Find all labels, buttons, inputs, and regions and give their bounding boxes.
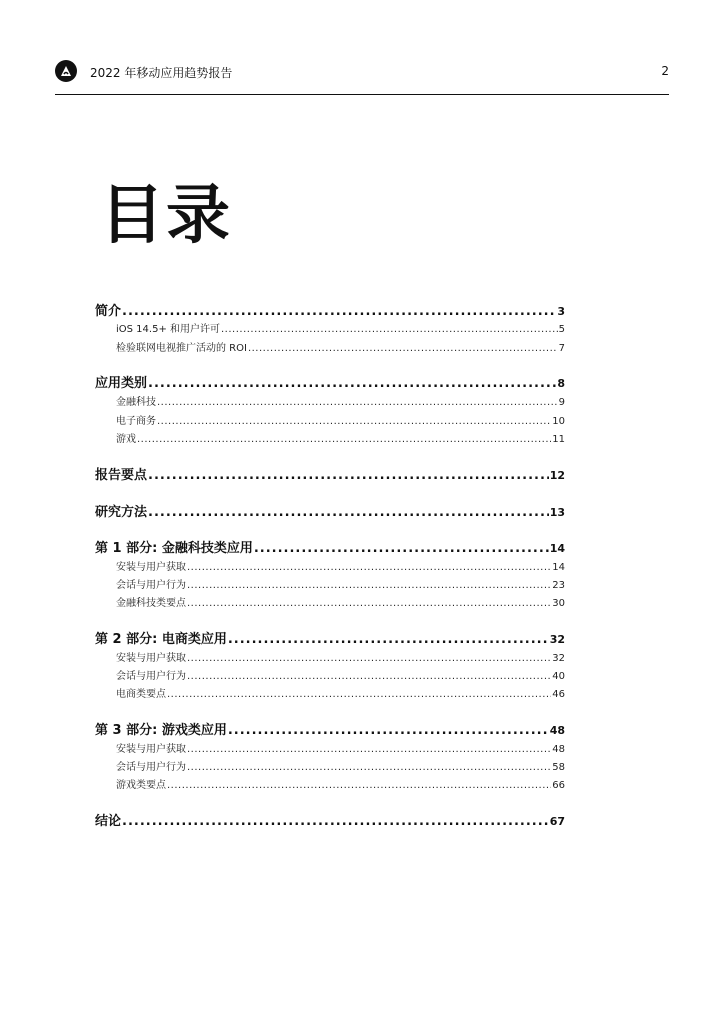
- toc-entry-label: 金融科技: [116, 397, 156, 408]
- toc-entry-label: 结论: [95, 814, 122, 829]
- toc-entry-subsection[interactable]: [116, 594, 565, 609]
- toc-dot-leader: [187, 671, 551, 682]
- toc-entry-label: 会话与用户行为: [116, 671, 186, 682]
- toc-entry-label: iOS 14.5+ 和用户许可: [116, 324, 220, 335]
- toc-entry-subsection[interactable]: [116, 667, 565, 682]
- toc-entry-subsection[interactable]: [116, 339, 565, 354]
- toc-entry-section[interactable]: [95, 537, 565, 556]
- toc-entry-page: 32: [552, 653, 565, 664]
- toc-entry-section[interactable]: [95, 300, 565, 319]
- toc-dot-leader: [148, 505, 549, 520]
- toc-entry-label: 电商类要点: [116, 689, 166, 700]
- toc-entry-label: 会话与用户行为: [116, 580, 186, 591]
- toc-entry-section[interactable]: [95, 628, 565, 647]
- toc-dot-leader: [254, 541, 549, 556]
- toc-entry-subsection[interactable]: [116, 758, 565, 773]
- toc-entry-label: 安装与用户获取: [116, 653, 186, 664]
- toc-entry-label: 应用类别: [95, 376, 148, 391]
- toc-dot-leader: [122, 304, 556, 319]
- toc-entry-label: 游戏: [116, 434, 136, 445]
- toc-entry-page: 14: [549, 542, 565, 555]
- toc-dot-leader: [187, 580, 551, 591]
- toc-entry-page: 14: [552, 562, 565, 573]
- toc-entry-subsection[interactable]: [116, 412, 565, 427]
- toc-dot-leader: [148, 376, 556, 391]
- toc-entry-subsection[interactable]: [116, 685, 565, 700]
- document-title: 2022 年移动应用趋势报告: [90, 66, 233, 80]
- toc-entry-label: 第 2 部分: 电商类应用: [95, 632, 227, 647]
- toc-entry-page: 13: [549, 506, 565, 519]
- toc-entry-page: 48: [552, 744, 565, 755]
- toc-entry-subsection[interactable]: [116, 558, 565, 573]
- toc-entry-label: 游戏类要点: [116, 780, 166, 791]
- toc-entry-label: 研究方法: [95, 505, 148, 520]
- toc-entry-subsection[interactable]: [116, 576, 565, 591]
- toc-entry-label: 检验联网电视推广活动的 ROI: [116, 343, 247, 354]
- toc-entry-page: 67: [549, 815, 565, 828]
- toc-entry-subsection[interactable]: [116, 430, 565, 445]
- toc-dot-leader: [221, 324, 558, 335]
- toc-entry-page: 40: [552, 671, 565, 682]
- toc-dot-leader: [228, 723, 549, 738]
- toc-entry-page: 12: [549, 469, 565, 482]
- toc-entry-page: 66: [552, 780, 565, 791]
- toc-dot-leader: [148, 468, 549, 483]
- toc-dot-leader: [187, 762, 551, 773]
- toc-entry-page: 8: [557, 377, 565, 390]
- toc-dot-leader: [228, 632, 549, 647]
- toc-entry-page: 48: [549, 724, 565, 737]
- toc-entry-page: 32: [549, 633, 565, 646]
- toc-entry-section[interactable]: [95, 810, 565, 829]
- toc-entry-section[interactable]: [95, 372, 565, 391]
- page-header: [55, 60, 669, 86]
- toc-dot-leader: [187, 744, 551, 755]
- toc-entry-label: 报告要点: [95, 468, 148, 483]
- toc-dot-leader: [167, 780, 551, 791]
- adjust-logo-icon: [55, 60, 77, 82]
- toc-entry-label: 简介: [95, 304, 122, 319]
- toc-entry-page: 46: [552, 689, 565, 700]
- toc-entry-label: 第 3 部分: 游戏类应用: [95, 723, 227, 738]
- toc-entry-section[interactable]: [95, 501, 565, 520]
- toc-entry-page: 10: [552, 416, 565, 427]
- toc-entry-page: 5: [558, 324, 565, 335]
- header-divider: [55, 94, 669, 95]
- toc-entry-subsection[interactable]: [116, 320, 565, 335]
- toc-entry-subsection[interactable]: [116, 393, 565, 408]
- toc-entry-page: 7: [558, 343, 565, 354]
- toc-entry-subsection[interactable]: [116, 740, 565, 755]
- toc-dot-leader: [157, 416, 551, 427]
- toc-entry-subsection[interactable]: [116, 776, 565, 791]
- toc-dot-leader: [167, 689, 551, 700]
- toc-entry-label: 安装与用户获取: [116, 562, 186, 573]
- toc-entry-page: 58: [552, 762, 565, 773]
- page-number: 2: [661, 64, 669, 78]
- toc-entry-label: 电子商务: [116, 416, 156, 427]
- toc-dot-leader: [137, 434, 551, 445]
- toc-heading: 目录: [100, 179, 232, 253]
- toc-entry-section[interactable]: [95, 719, 565, 738]
- toc-entry-subsection[interactable]: [116, 649, 565, 664]
- toc-entry-label: 会话与用户行为: [116, 762, 186, 773]
- toc-entry-section[interactable]: [95, 464, 565, 483]
- toc-entry-page: 9: [558, 397, 565, 408]
- toc-dot-leader: [248, 343, 558, 354]
- toc-dot-leader: [187, 653, 551, 664]
- toc-dot-leader: [122, 814, 549, 829]
- toc-entry-label: 第 1 部分: 金融科技类应用: [95, 541, 253, 556]
- toc-dot-leader: [187, 598, 551, 609]
- toc-entry-page: 30: [552, 598, 565, 609]
- toc-entry-page: 3: [557, 305, 565, 318]
- toc-entry-label: 安装与用户获取: [116, 744, 186, 755]
- toc-entry-label: 金融科技类要点: [116, 598, 186, 609]
- toc-dot-leader: [157, 397, 558, 408]
- toc-entry-page: 23: [552, 580, 565, 591]
- toc-entry-page: 11: [552, 434, 565, 445]
- toc-dot-leader: [187, 562, 551, 573]
